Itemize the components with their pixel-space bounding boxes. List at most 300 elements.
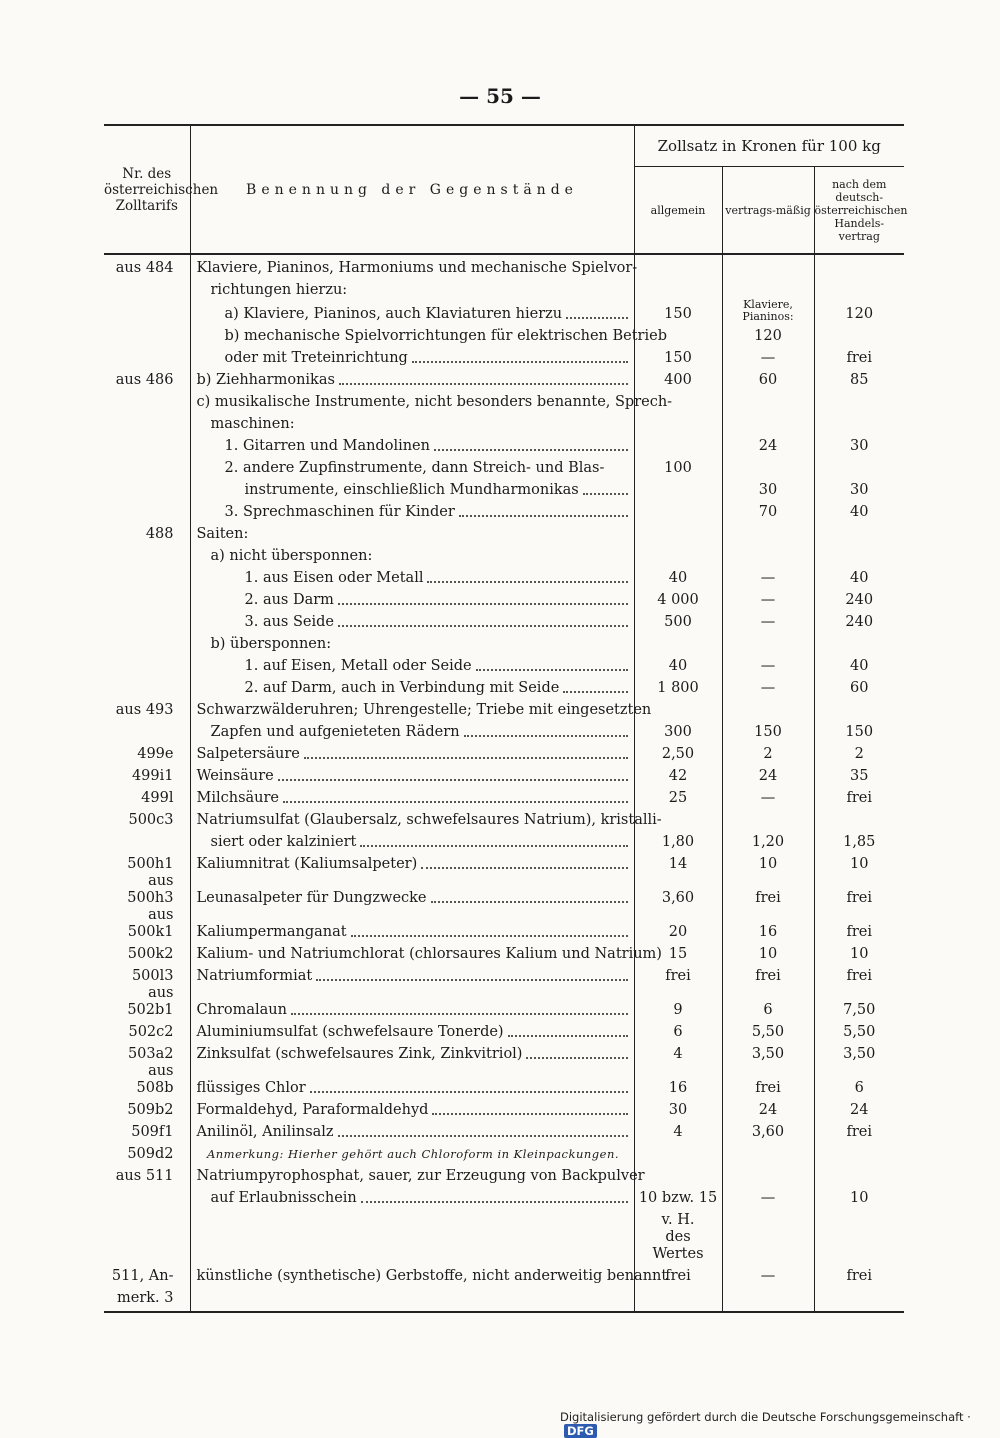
row-nr: merk. 3 (104, 1285, 190, 1312)
row-desc-text: 2. aus Darm (244, 592, 334, 608)
row-allgemein: 6 (634, 1019, 722, 1041)
row-desc (190, 411, 634, 433)
table-row (104, 1063, 904, 1097)
row-handelsvertrag: frei (846, 924, 873, 940)
row-allgemein: 150 (634, 345, 722, 367)
row-vertrag (722, 1141, 814, 1163)
row-allgemein (634, 631, 722, 653)
row-desc-text: auf Erlaubnisschein (210, 1190, 357, 1206)
row-vertrag: 60 (722, 367, 814, 389)
table-row (104, 1041, 904, 1063)
row-vertrag (722, 411, 814, 433)
header-benennung: Benennung der Gegenstände (190, 125, 634, 254)
row-vertrag (722, 1229, 814, 1263)
header-nach-dem: nach dem deutsch-österreichischen Handels-vertrag (814, 167, 904, 255)
table-body (104, 254, 904, 1312)
row-handelsvertrag (814, 631, 904, 653)
row-desc-text: 3. aus Seide (244, 614, 334, 630)
row-nr: 509f1 (104, 1119, 190, 1141)
row-handelsvertrag (814, 807, 904, 829)
row-allgemein: 15 (634, 941, 722, 963)
row-handelsvertrag: 85 (850, 372, 869, 388)
row-vertrag: — (722, 1263, 814, 1285)
row-desc (190, 1185, 634, 1207)
row-nr (104, 1185, 190, 1207)
row-handelsvertrag: 30 (850, 438, 869, 454)
row-desc (190, 587, 634, 609)
row-nr (104, 345, 190, 367)
row-nr: 509b2 (104, 1097, 190, 1119)
table-row (104, 1097, 904, 1119)
row-desc-text: b) mechanische Spielvorrichtungen für elektrischen Betrieb (224, 328, 667, 344)
row-vertrag (722, 807, 814, 829)
row-nr: 499e (104, 741, 190, 763)
row-desc-text: c) musikalische Instrumente, nicht besonders benannte, Sprech- (196, 394, 673, 410)
row-allgemein: 1,80 (634, 829, 722, 851)
row-desc-text: Natriumsulfat (Glaubersalz, schwefelsaures Natrium), kristalli- (196, 812, 662, 828)
row-allgemein (634, 521, 722, 543)
row-nr (104, 455, 190, 477)
row-handelsvertrag (814, 543, 904, 565)
row-allgemein (634, 1285, 722, 1312)
row-vertrag: 24 (722, 433, 814, 455)
row-handelsvertrag: 40 (850, 658, 869, 674)
row-allgemein: 100 (634, 455, 722, 477)
row-handelsvertrag: 10 (850, 1190, 869, 1206)
row-desc (190, 1263, 668, 1285)
row-vertrag: — (722, 675, 814, 697)
row-desc-text: Saiten: (196, 526, 249, 542)
row-nr (104, 543, 190, 565)
leader-dots (431, 901, 628, 903)
leader-dots (316, 979, 627, 981)
row-desc (190, 565, 634, 587)
row-nr: 511, An- (104, 1263, 190, 1285)
row-handelsvertrag (814, 1163, 904, 1185)
table-row (104, 299, 904, 323)
row-allgemein: 2,50 (634, 741, 722, 763)
row-allgemein: 3,60 (634, 873, 722, 907)
row-vertrag (722, 1207, 814, 1229)
row-desc (190, 1041, 634, 1063)
row-nr (104, 565, 190, 587)
row-vertrag: 16 (722, 907, 814, 941)
footer-text: Digitalisierung gefördert durch die Deutsche Forschungsgemeinschaft · (560, 1410, 971, 1424)
row-nr (104, 299, 190, 323)
row-nr (104, 675, 190, 697)
row-handelsvertrag: 24 (850, 1102, 869, 1118)
row-allgemein (634, 1163, 722, 1185)
leader-dots (361, 1201, 628, 1203)
row-handelsvertrag (814, 1285, 904, 1312)
table-row (104, 1019, 904, 1041)
row-nr: 509d2 (104, 1141, 190, 1163)
leader-dots (427, 581, 627, 583)
row-vertrag: Klaviere, Pianinos: (722, 299, 814, 323)
table-row (104, 719, 904, 741)
row-desc-text: maschinen: (210, 416, 295, 432)
row-desc (190, 609, 634, 631)
row-handelsvertrag: 60 (850, 680, 869, 696)
row-vertrag: 30 (722, 477, 814, 499)
row-nr (104, 499, 190, 521)
row-allgemein (634, 499, 722, 521)
row-nr: aus 500h3 (104, 873, 190, 907)
row-desc (190, 873, 634, 907)
row-vertrag: frei (722, 873, 814, 907)
table-row (104, 697, 904, 719)
row-desc (190, 323, 667, 345)
row-allgemein: 20 (634, 907, 722, 941)
row-nr (104, 631, 190, 653)
row-allgemein (634, 477, 722, 499)
row-nr: 499i1 (104, 763, 190, 785)
row-allgemein (634, 277, 722, 299)
row-desc-text: Kalium- und Natriumchlorat (chlorsaures Kalium und Natrium) (196, 946, 662, 962)
row-vertrag: — (722, 609, 814, 631)
row-desc (190, 963, 634, 985)
table-row (104, 1285, 904, 1312)
leader-dots (351, 935, 628, 937)
row-desc (190, 367, 634, 389)
row-handelsvertrag (814, 254, 904, 277)
row-desc-text: 3. Sprechmaschinen für Kinder (224, 504, 455, 520)
row-desc (190, 1207, 634, 1229)
row-nr: aus 493 (104, 697, 190, 719)
row-desc (190, 345, 634, 367)
row-desc-text: Natriumpyrophosphat, sauer, zur Erzeugung von Backpulver (196, 1168, 645, 1184)
row-handelsvertrag: 10 (850, 856, 869, 872)
row-allgemein: 40 (634, 653, 722, 675)
row-desc: Anmerkung: Hierher gehört auch Chloroform in Kleinpackungen. (190, 1141, 634, 1163)
row-handelsvertrag: 35 (850, 768, 869, 784)
row-allgemein: 42 (634, 763, 722, 785)
row-handelsvertrag: 40 (850, 504, 869, 520)
row-handelsvertrag (814, 1141, 904, 1163)
row-nr (104, 389, 190, 411)
row-desc-text: Kaliumpermanganat (196, 924, 347, 940)
row-vertrag: — (722, 785, 814, 807)
row-allgemein: 25 (634, 785, 722, 807)
row-vertrag: 10 (722, 851, 814, 873)
table-row (104, 829, 904, 851)
row-vertrag (722, 254, 814, 277)
row-desc-text: Zapfen und aufgenieteten Rädern (210, 724, 460, 740)
leader-dots (278, 779, 628, 781)
leader-dots (434, 449, 628, 451)
row-desc-text: Leunasalpeter für Dungzwecke (196, 890, 427, 906)
table-row (104, 653, 904, 675)
leader-dots (563, 691, 627, 693)
row-desc-text: instrumente, einschließlich Mundharmonikas (244, 482, 579, 498)
row-vertrag: 6 (722, 985, 814, 1019)
row-desc (190, 941, 662, 963)
row-desc-text: Anilinöl, Anilinsalz (196, 1124, 334, 1140)
table-row (104, 323, 904, 345)
row-vertrag: 5,50 (722, 1019, 814, 1041)
row-desc (190, 1097, 634, 1119)
row-allgemein: 9 (634, 985, 722, 1019)
row-desc-text: Salpetersäure (196, 746, 300, 762)
row-desc-text: Weinsäure (196, 768, 274, 784)
row-desc (190, 543, 634, 565)
row-vertrag: frei (722, 1063, 814, 1097)
row-desc (190, 455, 634, 477)
leader-dots (583, 493, 628, 495)
row-allgemein (634, 254, 722, 277)
row-handelsvertrag (814, 521, 904, 543)
row-nr: 502c2 (104, 1019, 190, 1041)
row-handelsvertrag: 2 (854, 746, 864, 762)
row-desc (190, 521, 634, 543)
row-vertrag (722, 697, 814, 719)
row-vertrag: 70 (722, 499, 814, 521)
row-desc-text: b) übersponnen: (210, 636, 332, 652)
row-desc (190, 1163, 645, 1185)
row-nr: aus 502b1 (104, 985, 190, 1019)
row-desc (190, 763, 634, 785)
header-zollsatz: Zollsatz in Kronen für 100 kg (634, 125, 904, 167)
table-row (104, 807, 904, 829)
row-nr: aus 511 (104, 1163, 190, 1185)
row-vertrag: — (722, 345, 814, 367)
header-vertragsmaessig: vertrags-mäßig (722, 167, 814, 255)
row-handelsvertrag: 1,85 (843, 834, 876, 850)
row-vertrag (722, 455, 814, 477)
row-desc-text: b) Ziehharmonikas (196, 372, 335, 388)
row-desc (190, 1119, 634, 1141)
row-desc-text: Chromalaun (196, 1002, 287, 1018)
row-handelsvertrag: frei (846, 790, 873, 806)
leader-dots (310, 1091, 628, 1093)
row-handelsvertrag: 10 (850, 946, 869, 962)
row-desc (190, 1019, 634, 1041)
table-row (104, 873, 904, 907)
row-nr: aus 486 (104, 367, 190, 389)
row-vertrag: 150 (722, 719, 814, 741)
header-nr: Nr. des österreichischen Zolltarifs (104, 125, 190, 254)
table-row (104, 411, 904, 433)
row-handelsvertrag: 6 (854, 1080, 864, 1096)
row-handelsvertrag: 30 (850, 482, 869, 498)
row-allgemein: 16 (634, 1063, 722, 1097)
row-desc (190, 985, 634, 1019)
row-vertrag: — (722, 1185, 814, 1207)
row-handelsvertrag: frei (846, 1268, 873, 1284)
tariff-table (104, 124, 908, 1313)
row-vertrag: 3,50 (722, 1041, 814, 1063)
row-nr (104, 829, 190, 851)
row-desc (190, 389, 673, 411)
row-handelsvertrag: frei (846, 350, 873, 366)
table-row (104, 433, 904, 455)
row-desc (190, 719, 634, 741)
table-row (104, 1207, 904, 1229)
row-vertrag (722, 1285, 814, 1312)
leader-dots (338, 1135, 628, 1137)
table-row (104, 1141, 904, 1163)
row-handelsvertrag: 7,50 (843, 1002, 876, 1018)
row-vertrag: 3,60 (722, 1119, 814, 1141)
leader-dots (508, 1035, 628, 1037)
row-handelsvertrag: 120 (845, 306, 874, 322)
table-row (104, 907, 904, 941)
row-vertrag (722, 631, 814, 653)
leader-dots (291, 1013, 628, 1015)
row-handelsvertrag (814, 1229, 904, 1263)
row-desc (190, 675, 634, 697)
row-desc-text: a) Klaviere, Pianinos, auch Klaviaturen hierzu (224, 306, 563, 322)
row-nr: 500l3 (104, 963, 190, 985)
row-desc (190, 807, 662, 829)
row-nr (104, 477, 190, 499)
leader-dots (459, 515, 628, 517)
row-desc-text: 2. andere Zupfinstrumente, dann Streich- und Blas- (224, 460, 605, 476)
leader-dots (360, 845, 627, 847)
row-vertrag: — (722, 565, 814, 587)
row-desc-text: Aluminiumsulfat (schwefelsaure Tonerde) (196, 1024, 504, 1040)
row-desc-text: flüssiges Chlor (196, 1080, 306, 1096)
row-allgemein: des Wertes (634, 1229, 722, 1263)
row-handelsvertrag: 5,50 (843, 1024, 876, 1040)
table-row (104, 963, 904, 985)
row-handelsvertrag: frei (846, 1124, 873, 1140)
row-nr (104, 1207, 190, 1229)
row-nr: 488 (104, 521, 190, 543)
table-row (104, 1229, 904, 1263)
row-allgemein: 40 (634, 565, 722, 587)
row-handelsvertrag (814, 277, 904, 299)
dfg-logo: DFG (564, 1424, 597, 1438)
row-allgemein (634, 433, 722, 455)
header-allgemein: allgemein (634, 167, 722, 255)
row-nr: 500c3 (104, 807, 190, 829)
row-desc (190, 1063, 634, 1097)
row-desc (190, 829, 634, 851)
row-handelsvertrag (814, 455, 904, 477)
row-allgemein: frei (634, 963, 722, 985)
row-desc (190, 851, 634, 873)
row-vertrag: 10 (722, 941, 814, 963)
row-desc (190, 477, 634, 499)
row-handelsvertrag (814, 389, 904, 411)
row-desc (190, 277, 634, 299)
row-handelsvertrag: 240 (845, 592, 874, 608)
table-row (104, 367, 904, 389)
leader-dots (526, 1057, 627, 1059)
row-handelsvertrag (814, 1207, 904, 1229)
row-handelsvertrag: frei (846, 890, 873, 906)
row-vertrag (722, 543, 814, 565)
row-nr: 500h1 (104, 851, 190, 873)
row-allgemein: 1 800 (634, 675, 722, 697)
table-row (104, 565, 904, 587)
row-desc (190, 1229, 634, 1263)
row-allgemein (634, 543, 722, 565)
row-desc-text: Kaliumnitrat (Kaliumsalpeter) (196, 856, 418, 872)
table-row (104, 609, 904, 631)
row-nr (104, 653, 190, 675)
row-desc-text: 1. Gitarren und Mandolinen (224, 438, 430, 454)
leader-dots (339, 383, 628, 385)
row-allgemein: 10 bzw. 15 (634, 1185, 722, 1207)
row-allgemein: frei (634, 1263, 722, 1285)
table-row (104, 941, 904, 963)
table-row (104, 741, 904, 763)
row-desc-text: künstliche (synthetische) Gerbstoffe, nicht anderweitig benannt (196, 1268, 668, 1284)
row-vertrag: — (722, 653, 814, 675)
table-row (104, 254, 904, 277)
leader-dots (304, 757, 628, 759)
row-vertrag: 1,20 (722, 829, 814, 851)
row-desc (190, 254, 638, 277)
table-row (104, 543, 904, 565)
leader-dots (566, 317, 627, 319)
row-vertrag: 24 (722, 1097, 814, 1119)
row-nr: aus 508b (104, 1063, 190, 1097)
leader-dots (432, 1113, 627, 1115)
leader-dots (464, 735, 628, 737)
row-nr: 503a2 (104, 1041, 190, 1063)
table-row (104, 1263, 904, 1285)
leader-dots (338, 625, 628, 627)
row-desc-text: Klaviere, Pianinos, Harmoniums und mechanische Spielvor- (196, 260, 638, 276)
row-allgemein: 4 (634, 1119, 722, 1141)
row-nr (104, 411, 190, 433)
leader-dots (283, 801, 627, 803)
row-handelsvertrag (814, 411, 904, 433)
row-desc-text: Zinksulfat (schwefelsaures Zink, Zinkvitriol) (196, 1046, 523, 1062)
row-nr: 499l (104, 785, 190, 807)
table-row (104, 389, 904, 411)
row-nr (104, 433, 190, 455)
row-nr: aus 500k1 (104, 907, 190, 941)
row-allgemein: 400 (634, 367, 722, 389)
table-row (104, 277, 904, 299)
row-vertrag: 2 (722, 741, 814, 763)
row-handelsvertrag: 150 (845, 724, 874, 740)
page-number: — 55 — (459, 84, 541, 108)
row-handelsvertrag: 3,50 (843, 1046, 876, 1062)
row-allgemein: v. H. (634, 1207, 722, 1229)
table-row (104, 499, 904, 521)
leader-dots (476, 669, 628, 671)
row-nr: 500k2 (104, 941, 190, 963)
row-allgemein (634, 1141, 722, 1163)
row-vertrag (722, 521, 814, 543)
row-allgemein: 500 (634, 609, 722, 631)
row-desc-text: Natriumformiat (196, 968, 313, 984)
row-vertrag: 120 (722, 323, 814, 345)
row-desc (190, 697, 652, 719)
row-desc (190, 631, 634, 653)
row-handelsvertrag: 40 (850, 570, 869, 586)
table-row (104, 345, 904, 367)
row-desc (190, 907, 634, 941)
row-vertrag: 24 (722, 763, 814, 785)
row-nr (104, 323, 190, 345)
row-allgemein: 150 (634, 299, 722, 323)
row-handelsvertrag (814, 697, 904, 719)
row-desc-text: siert oder kalziniert (210, 834, 357, 850)
row-vertrag (722, 1163, 814, 1185)
row-allgemein: 300 (634, 719, 722, 741)
row-allgemein: 4 (634, 1041, 722, 1063)
row-desc-text: a) nicht übersponnen: (210, 548, 373, 564)
row-vertrag: — (722, 587, 814, 609)
row-desc-text: 1. auf Eisen, Metall oder Seide (244, 658, 472, 674)
table-row (104, 785, 904, 807)
